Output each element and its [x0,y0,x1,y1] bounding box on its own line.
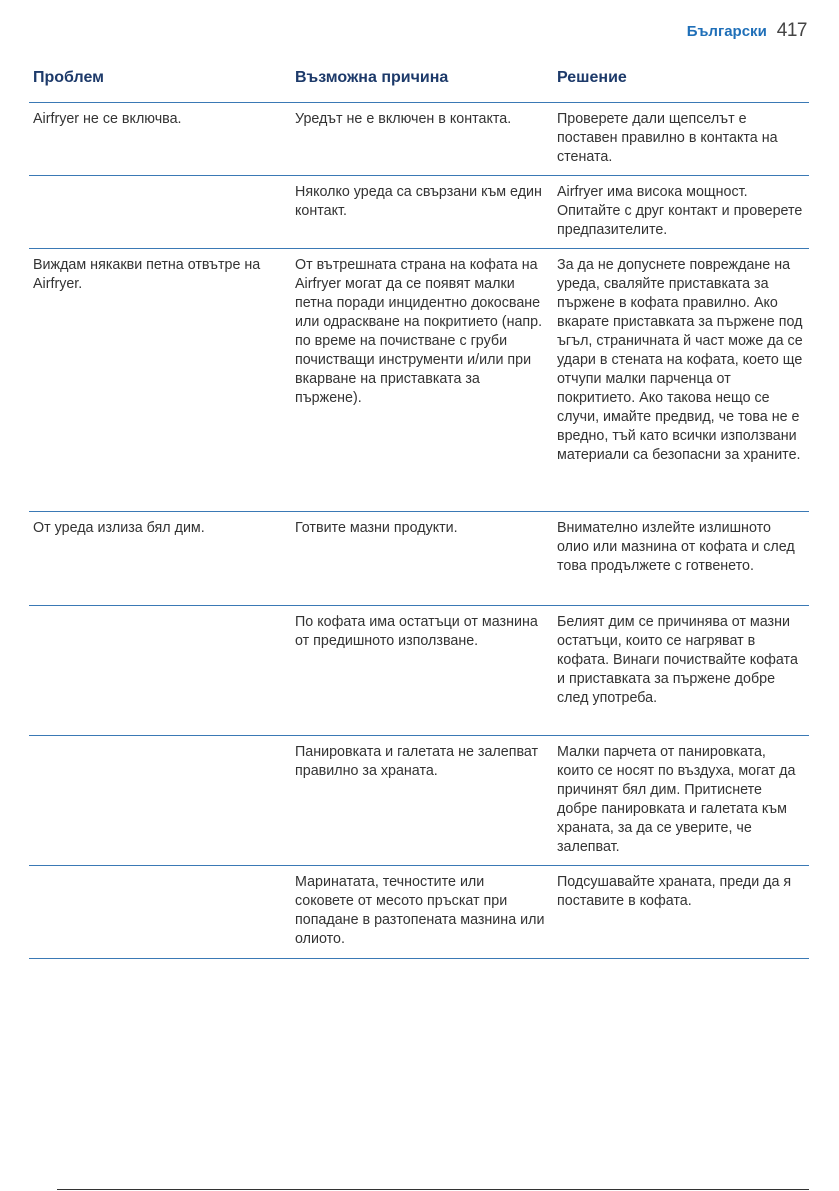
cause-cell: Маринатата, течностите или соковете от месото пръскат при попадане в разтопената мазнина или олиото. [295,874,545,947]
cause-cell: Панировката и галетата не залепват правилно за храната. [295,744,539,779]
page-number: 417 [776,20,807,41]
problem-cell [29,606,291,735]
problem-cell [29,736,291,865]
problem-cell: Airfryer не се включва. [33,111,182,127]
solution-cell: Белият дим се причинява от мазни остатъци, които се нагряват в кофата. Винаги почиствайте кофата и приставката за пържене добре след употреба. [557,614,798,706]
column-header-solution: Решение [557,69,627,86]
solution-cell: Внимателно излейте излишното олио или мазнина от кофата и след това продължете с готвенето. [557,520,795,574]
solution-cell: За да не допуснете повреждане на уреда, сваляйте приставката за пържене в кофата правилно. Ако вкарате приставката за пържене под ъгъл, страничната й част може да се удари в стената на кофата, което ще отчупи малки парченца от покритието. Ако такова нещо се случи, имайте предвид, че това не е вредно, тъй като всички използвани материали са безопасни за храните. [557,257,803,463]
problem-cell [29,866,291,958]
cause-cell: По кофата има остатъци от мазнина от предишното използване. [295,614,538,649]
table-row [29,866,809,959]
solution-cell: Малки парчета от панировката, които се носят по въздуха, могат да причинят бял дим. Притиснете добре панировката и галетата към храната, за да се уверите, че залепват. [557,744,796,855]
cause-cell: Няколко уреда са свързани към един контакт. [295,184,542,219]
cause-cell: Готвите мазни продукти. [295,520,458,536]
table-row [29,736,809,866]
problem-cell: От уреда излиза бял дим. [33,520,205,536]
solution-cell: Airfryer има висока мощност. Опитайте с друг контакт и проверете предпазителите. [557,184,803,238]
solution-cell: Подсушавайте храната, преди да я поставите в кофата. [557,874,792,909]
page-header [687,20,807,42]
table-row [29,176,809,249]
problem-cell: Виждам някакви петна отвътре на Airfryer. [33,257,261,292]
table-row [29,103,809,176]
troubleshooting-table [29,64,809,959]
column-header-cause: Възможна причина [295,69,449,86]
column-header-problem: Проблем [33,69,105,86]
table-header [29,64,809,103]
table-row [29,249,809,512]
problem-cell [29,176,291,248]
cause-cell: Уредът не е включен в контакта. [295,111,512,127]
table-row [29,606,809,736]
footer-rule [57,1189,809,1190]
cause-cell: От вътрешната страна на кофата на Airfryer могат да се появят малки петна поради инцидентно докосване или одраскване на покритието (напр. по време на почистване с груби почистващи инструменти и/или при вкарване на приставката за пържене). [295,257,543,406]
table-row [29,512,809,606]
section-language: Български [686,23,767,40]
solution-cell: Проверете дали щепселът е поставен правилно в контакта на стената. [557,111,778,165]
